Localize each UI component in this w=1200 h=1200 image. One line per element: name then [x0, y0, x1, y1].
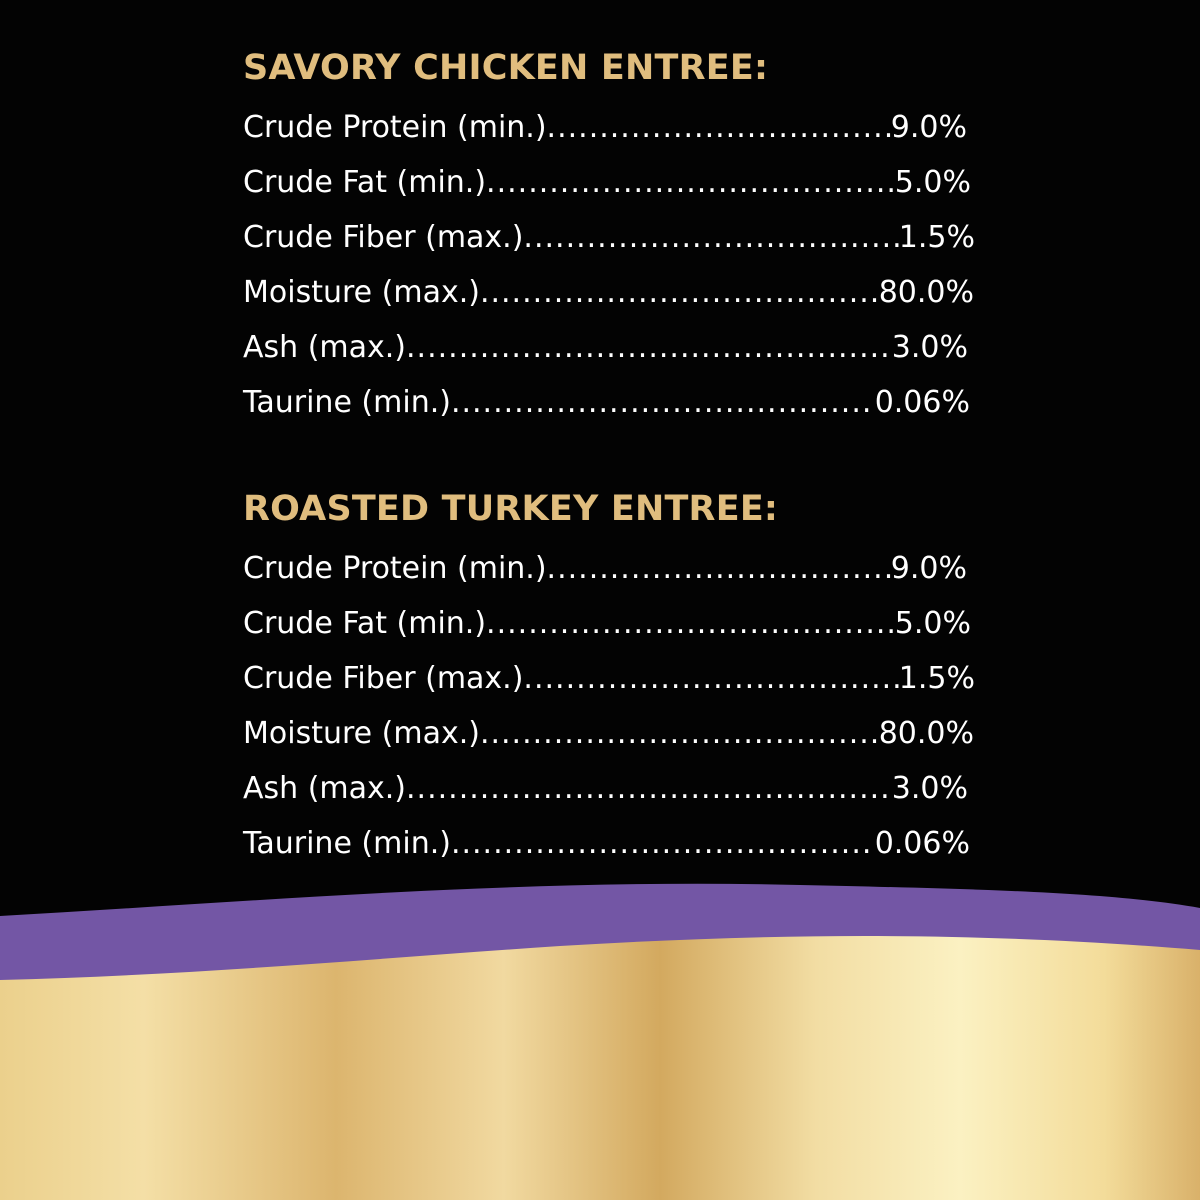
nutrient-value: 0.06% [874, 826, 970, 861]
nutrient-label: Ash (max.) [243, 771, 407, 806]
nutrient-value: 80.0% [878, 275, 974, 310]
nutrient-value: 5.0% [894, 606, 971, 641]
dot-leader [406, 320, 892, 375]
nutrient-row-moisture [243, 265, 974, 320]
nutrient-label: Taurine (min.) [243, 826, 451, 861]
nutrient-row-crude-fat [243, 596, 971, 651]
nutrient-value: 1.5% [898, 220, 975, 255]
dot-leader [406, 761, 892, 816]
section-title: ROASTED TURKEY ENTREE: [243, 489, 779, 529]
dot-leader [523, 210, 898, 265]
nutrient-value: 5.0% [894, 165, 971, 200]
nutrient-row-moisture [243, 706, 974, 761]
dot-leader [480, 265, 879, 320]
section-savory-chicken [243, 46, 983, 430]
decorative-wave-footer [0, 880, 1200, 1200]
nutrient-label: Taurine (min.) [243, 385, 451, 420]
nutrient-value: 9.0% [890, 551, 967, 586]
dot-leader [547, 541, 891, 596]
nutrient-list [243, 541, 983, 871]
nutrient-list [243, 100, 983, 430]
nutrient-label: Crude Fat (min.) [243, 165, 487, 200]
nutrient-label: Crude Protein (min.) [243, 110, 547, 145]
nutrient-label: Crude Fiber (max.) [243, 661, 524, 696]
dot-leader [523, 651, 898, 706]
nutrient-row-crude-protein [243, 541, 967, 596]
nutrient-row-taurine [243, 375, 970, 430]
nutrient-row-crude-fiber [243, 210, 975, 265]
nutrient-value: 3.0% [891, 771, 968, 806]
section-roasted-turkey [243, 487, 983, 871]
nutrient-label: Ash (max.) [243, 330, 407, 365]
dot-leader [486, 596, 895, 651]
nutrient-value: 80.0% [878, 716, 974, 751]
nutrient-row-ash [243, 320, 968, 375]
nutrient-label: Moisture (max.) [243, 716, 480, 751]
dot-leader [451, 816, 875, 871]
nutrient-row-crude-fat [243, 155, 971, 210]
nutrient-row-taurine [243, 816, 970, 871]
dot-leader [547, 100, 891, 155]
dot-leader [486, 155, 895, 210]
nutrient-row-crude-fiber [243, 651, 975, 706]
nutrient-value: 1.5% [898, 661, 975, 696]
nutrient-label: Crude Fat (min.) [243, 606, 487, 641]
dot-leader [451, 375, 875, 430]
nutrient-value: 9.0% [890, 110, 967, 145]
nutrient-value: 3.0% [891, 330, 968, 365]
nutrient-row-crude-protein [243, 100, 967, 155]
nutrient-label: Crude Fiber (max.) [243, 220, 524, 255]
gold-band [0, 936, 1200, 1200]
nutrient-row-ash [243, 761, 968, 816]
section-title: SAVORY CHICKEN ENTREE: [243, 48, 769, 88]
nutrient-label: Moisture (max.) [243, 275, 480, 310]
nutrient-label: Crude Protein (min.) [243, 551, 547, 586]
nutrient-value: 0.06% [874, 385, 970, 420]
dot-leader [480, 706, 879, 761]
